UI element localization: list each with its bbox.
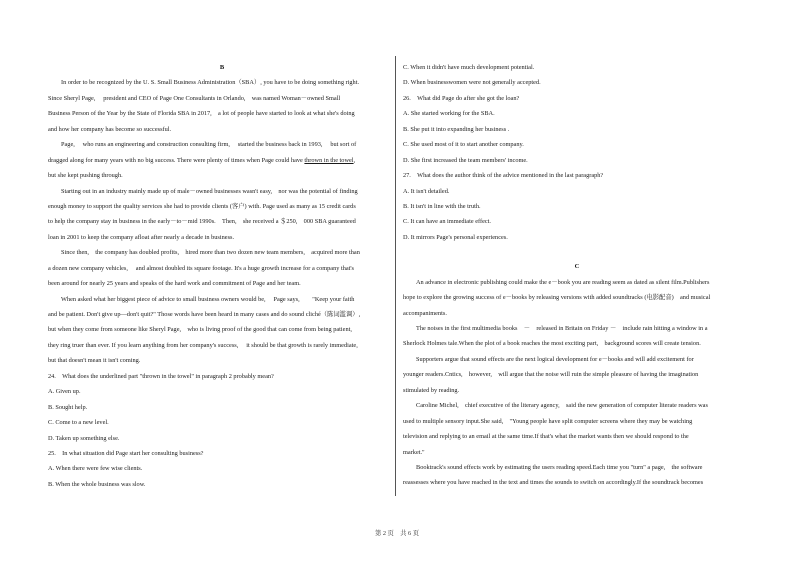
passage-b-line: When asked what her biggest piece of advice to small business owners would be, Page says, "Keep your faith bbox=[61, 295, 355, 303]
passage-c-line: accompaniments. bbox=[403, 309, 447, 317]
passage-b-line: but she kept pushing through. bbox=[48, 172, 123, 180]
passage-c-line: The noises in the first multimedia books － released in Britain on Friday － include rain hitting a window in a bbox=[416, 325, 708, 332]
section-heading-b: B bbox=[219, 64, 225, 71]
option-27a: A. It isn't detailed. bbox=[403, 187, 450, 195]
question-25: 25. In what situation did Page start her consulting business? bbox=[48, 449, 204, 457]
passage-b-line: Page, who runs an engineering and construction consulting firm, started the business back in 1993, but sort of bbox=[61, 141, 357, 149]
option-27d: D. It mirrors Page's personal experiences. bbox=[403, 233, 508, 241]
passage-c-line: Caroline Michel, chief executive of the literary agency, said the new generation of computer literate readers was bbox=[416, 402, 708, 410]
option-25c: C. When it didn't have much development potential. bbox=[403, 64, 535, 71]
passage-b-line: been around for nearly 25 years and speaks of the hard work and commitment of Page and her team. bbox=[48, 280, 301, 288]
option-24a: A. Given up. bbox=[48, 388, 81, 396]
option-25b: B. When the whole business was slow. bbox=[48, 480, 146, 488]
passage-b-line: In order to be recognized by the U. S. Small Business Administration（SBA）, you have to be doing something right. bbox=[61, 79, 360, 87]
passage-c-line: Booktrack's sound effects work by estimating the users reading speed.Each time you "turn" a page, the software bbox=[416, 463, 703, 471]
option-26b: B. She put it into expanding her business . bbox=[403, 125, 510, 133]
passage-c-line: reassesses where you have reached in the text and times the sounds to switch on accordingly.If the soundtrack becomes bbox=[403, 479, 704, 487]
passage-c-line: stimulated by reading. bbox=[403, 386, 460, 394]
passage-b-line: they ring truer than ever. If you learn anything from her company's success, it should be that growth is rarely immediate, bbox=[48, 341, 358, 349]
section-heading-c: C bbox=[574, 263, 580, 271]
passage-c-line: Supporters argue that sound effects are the next logical development for e－books and will add excitement for bbox=[416, 355, 694, 363]
underlined-phrase: thrown in the towel bbox=[304, 156, 354, 164]
passage-c-line: television and replying to an email at the same time.If that's what the market wants then we should respond to the bbox=[403, 433, 689, 441]
passage-b-line: enough money to support the quality services she had to provide clients (客户) with. Page used as many as 15 credit cards bbox=[48, 202, 356, 210]
passage-c-line: market." bbox=[403, 448, 425, 456]
option-26c: C. She used most of it to start another company. bbox=[403, 141, 524, 149]
option-27c: C. It can have an immediate effect. bbox=[403, 218, 491, 226]
page-number-footer: 第 2 页 共 6 页 bbox=[374, 530, 420, 537]
option-26d: D. She first increased the team members' income. bbox=[403, 156, 528, 164]
passage-b-line: Since then, the company has doubled profits, hired more than two dozen new team members, acquired more than bbox=[61, 249, 360, 257]
option-27b: B. It isn't in line with the truth. bbox=[403, 202, 481, 210]
passage-c-line: used to multiple sensory input.She said, "Young people have split computer screens where they may be watching bbox=[403, 417, 693, 425]
passage-b-line: and how her company has become so successful. bbox=[48, 125, 172, 133]
option-26a: A. She started working for the SBA. bbox=[403, 110, 495, 118]
option-24d: D. Taken up something else. bbox=[48, 434, 120, 442]
option-24c: C. Come to a new level. bbox=[48, 419, 109, 427]
passage-b-line: a dozen new company vehicles, and almost doubled its square footage. It's a huge growth increase for a company that's bbox=[48, 264, 354, 272]
question-26: 26. What did Page do after she got the loan? bbox=[403, 94, 520, 102]
passage-b-line bbox=[48, 153, 396, 168]
passage-b-line: but when they come from someone like Sheryl Page, who is living proof of the good that can come from being patient, bbox=[48, 326, 352, 334]
passage-b-line: Since Sheryl Page, president and CEO of Page One Consultants in Orlando, was named Woman－owned Small bbox=[48, 94, 341, 102]
question-24: 24. What does the underlined part "thrown in the towel" in paragraph 2 probably mean? bbox=[48, 372, 274, 380]
option-25d: D. When businesswomen were not generally accepted. bbox=[403, 79, 541, 87]
passage-b-line: to help the company stay in business in the early－to－mid 1990s. Then, she received a ＄250, 000 SBA guaranteed bbox=[48, 218, 356, 226]
right-column bbox=[403, 60, 751, 491]
passage-text: , bbox=[353, 156, 356, 164]
passage-text: dragged along for many years with no big success. There were plenty of times when Page could have bbox=[48, 156, 305, 164]
passage-b-line: and be patient. Don't give up—don't quit?" Those words have been heard in many cases and do sound cliché（陈词滥调）, bbox=[48, 311, 361, 318]
passage-b-line: but that doesn't mean it isn't coming. bbox=[48, 357, 141, 365]
passage-c-line: hope to explore the growing success of e－books by releasing versions with added soundtracks (电影配音) and musical bbox=[403, 294, 711, 302]
option-25a: A. When there were few wise clients. bbox=[48, 465, 143, 473]
option-24b: B. Sought help. bbox=[48, 403, 88, 411]
left-column bbox=[48, 60, 396, 492]
section-spacer bbox=[403, 245, 751, 259]
passage-b-line: loan in 2001 to keep the company afloat after nearly a decade in business. bbox=[48, 233, 235, 241]
passage-c-line: younger readers.Cntics, however, will argue that the noise will ruin the simple pleasure of having the imagination bbox=[403, 371, 699, 379]
passage-b-line: Business Person of the Year by the State of Florida SBA in 2017, a lot of people have started to look at what she's doing bbox=[48, 110, 355, 118]
passage-c-line: An advance in electronic publishing could make the e－book you are reading seem as dated as silent film.Publishers bbox=[416, 278, 710, 286]
passage-c-line: Sherlock Holmes tale.When the plot of a book reaches the most exciting part, background scores will create tension. bbox=[403, 340, 701, 348]
passage-b-line: Starting out in an industry mainly made up of male－owned businesses wasn't easy, nor was the potential of finding bbox=[61, 187, 358, 195]
question-27: 27. What does the author think of the advice mentioned in the last paragraph? bbox=[403, 172, 604, 180]
